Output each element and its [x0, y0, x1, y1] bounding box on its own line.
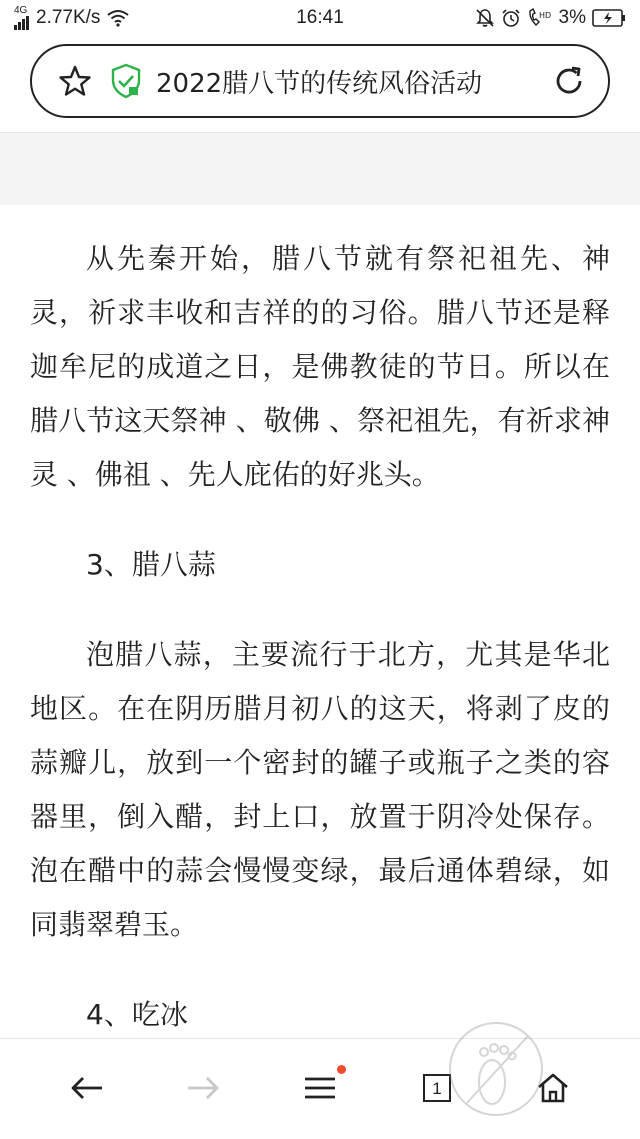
article-paragraph: 从先秦开始，腊八节就有祭祀祖先、神灵，祈求丰收和吉祥的的习俗。腊八节还是释迦牟尼的成道之日，是佛教徒的节日。所以在腊八节这天祭神 、敬佛 、祭祀祖先，有祈求神灵 、佛祖 、先人庇佑的好兆头。	[30, 242, 610, 491]
footprint-watermark-icon	[446, 1014, 546, 1124]
notification-dot	[337, 1065, 346, 1074]
wifi-icon	[106, 9, 130, 27]
forward-button[interactable]	[178, 1063, 228, 1113]
article-paragraph: 泡腊八蒜，主要流行于北方，尤其是华北地区。在在阴历腊月初八的这天，将剥了皮的蒜瓣儿，放到一个密封的罐子或瓶子之类的容器里，倒入醋，封上口，放置于阴冷处保存。泡在醋中的蒜会慢慢变绿，最后通体碧绿，如同翡翠碧玉。	[30, 638, 610, 941]
menu-button[interactable]	[295, 1063, 345, 1113]
clock: 16:41	[296, 7, 344, 28]
shield-check-icon	[110, 63, 142, 99]
status-bar	[0, 0, 640, 36]
network-speed: 2.77K/s	[36, 7, 101, 28]
battery-percent: 3%	[558, 7, 586, 28]
svg-text:HD: HD	[538, 11, 551, 20]
back-arrow-icon	[70, 1076, 104, 1100]
mute-icon	[475, 8, 495, 28]
signal-icon	[14, 6, 30, 30]
network-type: 4G	[14, 5, 28, 16]
back-button[interactable]	[62, 1063, 112, 1113]
ad-banner-placeholder	[0, 133, 640, 205]
star-icon[interactable]	[58, 64, 92, 98]
tab-count: 1	[432, 1078, 442, 1098]
section-heading: 4、吃冰	[86, 998, 188, 1031]
battery-icon	[592, 9, 626, 27]
forward-arrow-icon	[186, 1076, 220, 1100]
menu-icon	[303, 1075, 337, 1101]
section-heading: 3、腊八蒜	[86, 548, 216, 581]
hd-call-icon	[527, 8, 553, 28]
address-bar[interactable]	[30, 44, 610, 118]
refresh-icon[interactable]	[552, 64, 586, 98]
article-body	[30, 232, 610, 1042]
page-title[interactable]: 2022腊八节的传统风俗活动	[156, 68, 483, 99]
alarm-icon	[501, 8, 521, 28]
